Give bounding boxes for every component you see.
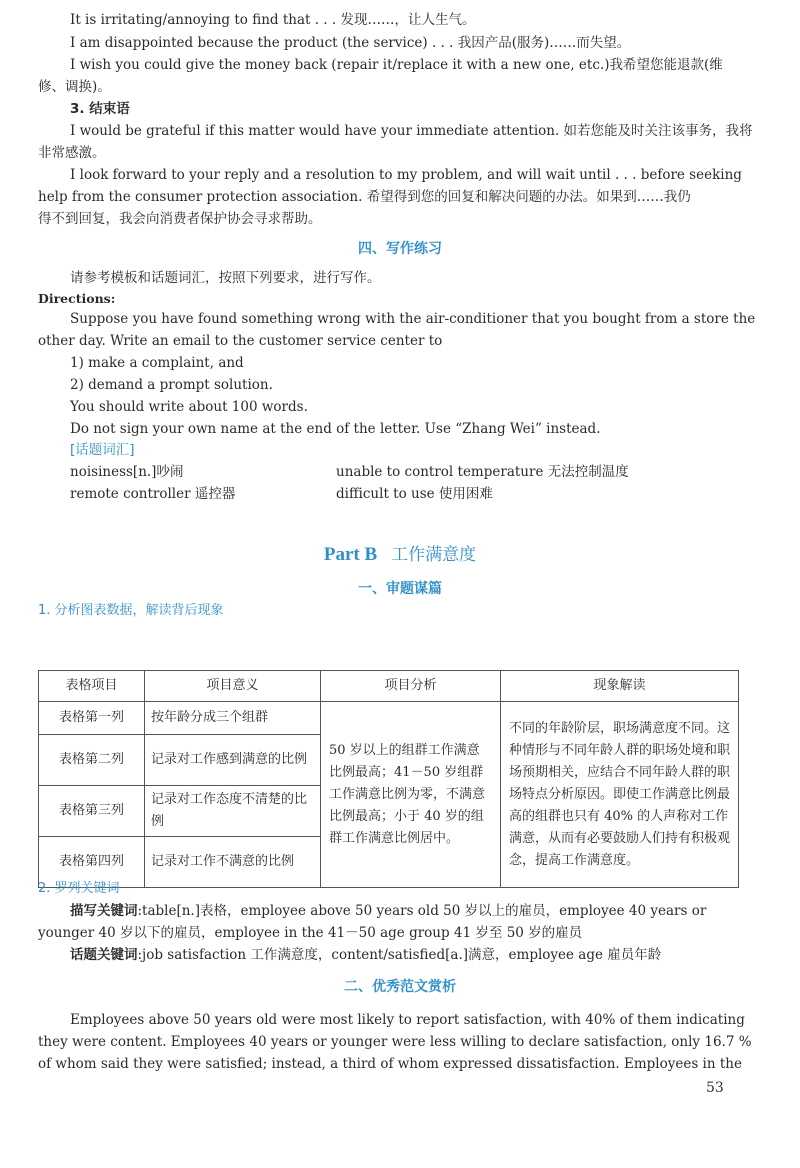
template-line: I wish you could give the money back (repair it/replace it with a new one, etc.)我希望您能退款(维 [70, 57, 723, 73]
table-cell-analysis: 50 岁以上的组群工作满意比例最高；41－50 岁组群工作满意比例为零，不满意比例最高；小于 40 岁的组群工作满意比例居中。 [321, 702, 501, 888]
closing-line: I would be grateful if this matter would have your immediate attention. 如若您能及时关注该事务，我将 [70, 123, 753, 139]
section-title-sample: 二、优秀范文赏析 [344, 979, 456, 995]
section-title-practice: 四、写作练习 [358, 241, 442, 257]
keywords-desc-line [70, 901, 706, 921]
template-line: It is irritating/annoying to find that . . . 发现……，让人生气。 [70, 12, 476, 28]
directions-line: 2) demand a prompt solution. [70, 377, 273, 393]
keywords-desc-line: younger 40 岁以下的雇员，employee in the 41－50 age group 41 岁至 50 岁的雇员 [38, 925, 583, 941]
table-header: 项目意义 [145, 671, 321, 702]
closing-line: help from the consumer protection association. 希望得到您的回复和解决问题的办法。如果到……我仍 [38, 189, 691, 205]
subheading-chart: 1. 分析图表数据，解读背后现象 [38, 603, 224, 618]
table-cell-interpretation: 不同的年龄阶层，职场满意度不同。这种情形与不同年龄人群的职场处境和职场预期相关，应结合不同年龄人群的职场特点分析原因。即使工作满意比例最高的组群也只有 40% 的人声称对工作满意，从而有必要鼓励人们持有积极观念，提高工作满意度。 [501, 702, 739, 888]
closing-line: I look forward to your reply and a resolution to my problem, and will wait until . . . before seeking [70, 167, 742, 183]
sample-line: Employees above 50 years old were most likely to report satisfaction, with 40% of them indicating [70, 1012, 745, 1028]
vocab-item: difficult to use 使用困难 [336, 486, 493, 502]
directions-line: other day. Write an email to the customer service center to [38, 333, 443, 349]
table-cell-meaning: 按年龄分成三个组群 [145, 702, 321, 735]
subheading-keywords: 2. 罗列关键词 [38, 881, 120, 896]
template-line: I am disappointed because the product (the service) . . . 我因产品(服务)……而失望。 [70, 35, 631, 51]
closing-line: 非常感激。 [38, 145, 106, 161]
table-cell-meaning: 记录对工作不满意的比例 [145, 837, 321, 888]
table-row [39, 702, 739, 735]
keywords-topic-line [70, 945, 661, 965]
sample-line: they were content. Employees 40 years or younger were less willing to declare satisfaction, only 16.7 % [38, 1034, 752, 1050]
closing-line: 得不到回复，我会向消费者保护协会寻求帮助。 [38, 211, 322, 227]
table-header: 表格项目 [39, 671, 145, 702]
directions-label: Directions: [38, 291, 116, 306]
template-line: 修、调换)。 [38, 79, 111, 95]
analysis-table [38, 670, 739, 888]
table-cell-item: 表格第一列 [39, 702, 145, 735]
directions-line: 1) make a complaint, and [70, 355, 244, 371]
part-b-title: 工作满意度 [391, 545, 477, 565]
part-b-label: Part B [323, 544, 378, 565]
directions-line: Do not sign your own name at the end of the letter. Use “Zhang Wei” instead. [70, 421, 601, 437]
directions-line: Suppose you have found something wrong with the air-conditioner that you bought from a store the [70, 311, 756, 327]
table-cell-meaning: 记录对工作态度不清楚的比例 [145, 786, 321, 837]
directions-line: You should write about 100 words. [70, 399, 308, 415]
table-cell-item: 表格第二列 [39, 735, 145, 786]
topic-keyword-text: :job satisfaction 工作满意度，content/satisfied[a.]满意，employee age 雇员年龄 [137, 947, 662, 963]
closing-heading: 3. 结束语 [70, 101, 130, 117]
table-cell-item: 表格第三列 [39, 786, 145, 837]
table-cell-item: 表格第四列 [39, 837, 145, 888]
part-b-heading [0, 540, 800, 566]
practice-intro: 请参考模板和话题词汇，按照下列要求，进行写作。 [70, 270, 381, 286]
section-title-analysis: 一、审题谋篇 [358, 581, 442, 597]
table-header: 现象解读 [501, 671, 739, 702]
table-header-row [39, 671, 739, 702]
vocab-item: remote controller 遥控器 [70, 486, 236, 502]
vocab-item: unable to control temperature 无法控制温度 [336, 464, 629, 480]
table-cell-meaning: 记录对工作感到满意的比例 [145, 735, 321, 786]
desc-keyword-label: 描写关键词 [70, 903, 138, 919]
vocab-item: noisiness[n.]吵闹 [70, 464, 184, 480]
page-number: 53 [706, 1080, 724, 1096]
table-header: 项目分析 [321, 671, 501, 702]
sample-line: of whom said they were satisfied; instead, a third of whom expressed dissatisfaction. Employees in the [38, 1056, 742, 1072]
topic-keyword-label: 话题关键词 [70, 947, 138, 963]
desc-keyword-text: :table[n.]表格，employee above 50 years old 50 岁以上的雇员，employee 40 years or [137, 903, 707, 919]
vocab-label: [话题词汇] [70, 442, 135, 458]
